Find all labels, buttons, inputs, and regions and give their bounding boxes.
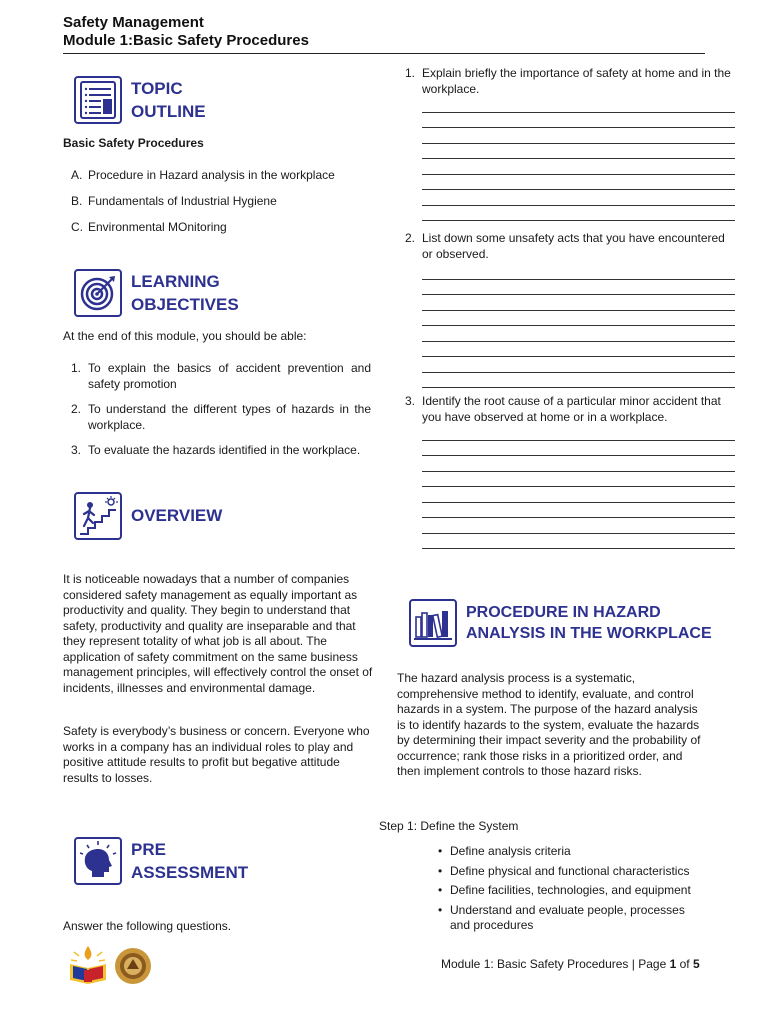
course-title: Safety Management bbox=[63, 14, 204, 31]
answer-lines[interactable] bbox=[422, 264, 735, 388]
outline-list bbox=[63, 168, 373, 236]
page-total: 5 bbox=[692, 957, 700, 971]
answer-lines[interactable] bbox=[422, 97, 735, 221]
list-item: • Define physical and functional characteristics bbox=[438, 863, 690, 878]
target-icon bbox=[74, 269, 122, 317]
section-title: PRE ASSESSMENT bbox=[131, 840, 249, 882]
footer-logos bbox=[68, 944, 152, 988]
topic-outline-heading bbox=[74, 76, 206, 124]
list-item: • Define facilities, technologies, and equipment bbox=[438, 883, 691, 897]
list-item: C. Environmental MOnitoring bbox=[71, 220, 227, 234]
section-title: OVERVIEW bbox=[131, 506, 223, 525]
answer-lines[interactable] bbox=[422, 425, 735, 549]
question-3: 3. Identify the root cause of a particular minor accident that you have observed at home or in a workplace. bbox=[405, 394, 735, 549]
list-item: • Define analysis criteria bbox=[438, 844, 571, 858]
section-title: LEARNING OBJECTIVES bbox=[131, 272, 239, 314]
page-footer: Module 1: Basic Safety Procedures | Page 1 of 5 bbox=[441, 957, 700, 971]
overview-heading bbox=[74, 492, 222, 540]
step-1-label: Step 1: Define the System bbox=[379, 819, 519, 833]
module-title: Module 1:Basic Safety Procedures bbox=[63, 32, 309, 49]
list-item: 1. To explain the basics of accident prevention and safety promotion bbox=[71, 361, 371, 391]
question-1: 1. Explain briefly the importance of safety at home and in the workplace. bbox=[405, 66, 735, 221]
list-item: • Understand and evaluate people, processes and procedures bbox=[438, 902, 685, 932]
page-header bbox=[63, 14, 705, 54]
overview-paragraph-1: It is noticeable nowadays that a number of companies considered safety management as equally important as productivity and quality. They begin to understand that safety, productivity and quality are inseparable and that they represent totality of what job is all about. The application of safety commitment on the same business management principles, will effectively control the onset of incidents, illnesses and environmental damage. bbox=[63, 572, 373, 695]
list-item: 2. To understand the different types of hazards in the workplace. bbox=[71, 402, 371, 432]
list-item: A. Procedure in Hazard analysis in the workplace bbox=[71, 168, 335, 182]
section-title: TOPIC OUTLINE bbox=[131, 79, 206, 121]
outline-subtitle: Basic Safety Procedures bbox=[63, 136, 204, 150]
objectives-list bbox=[63, 361, 371, 459]
hazard-analysis-paragraph: The hazard analysis process is a systematic, comprehensive method to identify, evaluate, and control hazards in a system. The purpose of the hazard analysis is to identify hazards to the system, evaluate the hazards by determining their impact severity and the probability of occurrence; rank those risks in a prioritized order, and then implement controls to those hazard risks. bbox=[397, 671, 701, 778]
learning-objectives-heading bbox=[74, 269, 239, 317]
deped-logo bbox=[68, 944, 108, 988]
assessment-instruction: Answer the following questions. bbox=[63, 919, 232, 933]
list-item: B. Fundamentals of Industrial Hygiene bbox=[71, 194, 277, 208]
school-seal-logo bbox=[114, 947, 152, 985]
question-2: 2. List down some unsafety acts that you have encountered or observed. bbox=[405, 231, 735, 388]
section-title: PROCEDURE IN HAZARD ANALYSIS IN THE WORKPLACE bbox=[466, 604, 712, 642]
overview-paragraph-2: Safety is everybody’s business or concern. Everyone who works in a company has an individual roles to play and positive attitude results to profit but begative attitude results to losses. bbox=[63, 724, 370, 785]
page-number: 1 bbox=[669, 957, 677, 971]
step-1-bullets bbox=[438, 844, 708, 934]
head-idea-icon bbox=[74, 837, 122, 885]
stairs-climber-icon bbox=[74, 492, 122, 540]
hazard-analysis-heading bbox=[409, 599, 712, 647]
objectives-intro: At the end of this module, you should be able: bbox=[63, 329, 307, 343]
list-item: 3. To evaluate the hazards identified in the workplace. bbox=[71, 443, 361, 457]
document-list-icon bbox=[74, 76, 122, 124]
books-icon bbox=[409, 599, 457, 647]
pre-assessment-heading bbox=[74, 837, 248, 885]
